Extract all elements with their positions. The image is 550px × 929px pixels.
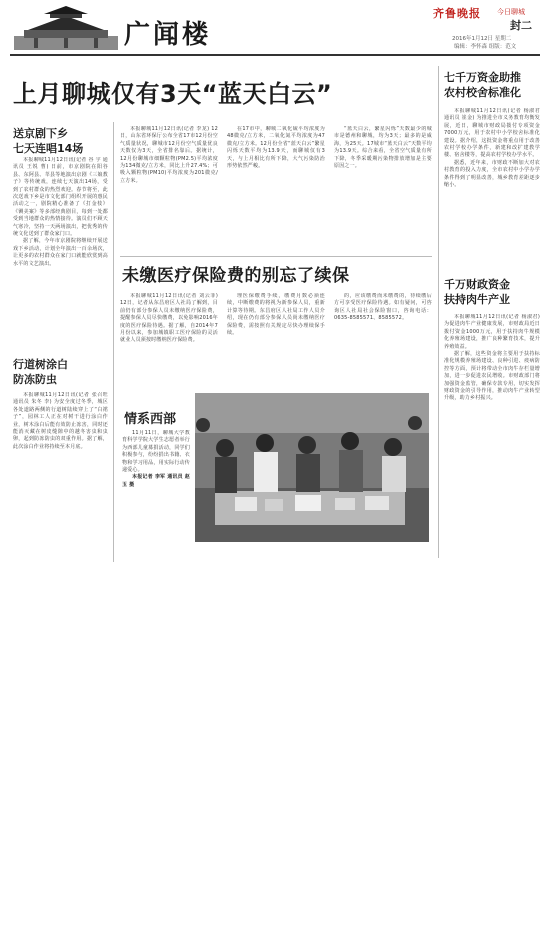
center-top-col2 <box>227 126 325 256</box>
right-article2-para2: 据了解，这些资金将主要用于扶持标准化规模养殖场建设、良种引进、疫病防控等方面，预计将带动全市肉牛存栏量增加，进一步促进农民增收。市财政部门将加强资金监管，确保专款专用，切实发挥财政资金的引导作用，推动肉牛产业转型升级，助力乡村振兴。 <box>444 351 540 402</box>
center-mid-col2-text: 理医保缴费手续，缴费月数必须连续，中断缴费的将视为新参保人员，重新计算等待期。东昌府区人社局工作人员介绍，现在仍有部分参保人员尚未缴纳医疗保险费，需按照有关规定尽快办理续保手续。 <box>227 293 325 337</box>
left-article2-title-line1: 行道树涂白 <box>13 358 68 371</box>
left-article1-para1: 本报聊城11月12日讯(记者 谷 宇 通讯员 王锐 曹) 日前，市京剧院在阳谷县、东阿县、莘县等地演出京剧《三娘教子》等传统戏，连续七天演出14场，受到了农村群众的热烈欢迎。春节将至，此次送戏下乡是市文化部门组织开展的惠民活动之一，剧院精心准备了《打金枝》《铡美案》等多部经典剧目，每到一处都受到当地群众的热情接待。演员们不顾天气寒冷，坚持一天两场演出，把优秀的传统文化送到了群众家门口。 <box>13 157 108 238</box>
left-article1-title <box>13 126 83 156</box>
issue-date: 2016年1月12日 星期二 <box>452 36 512 42</box>
editors-line: 编辑：李怀森 组版：范文 <box>454 44 517 50</box>
left-article2-para1: 本报聊城11月12日讯(记者 张召旺 通讯员 朱冬 李) 为安全度过冬季，城区各处道路两侧的行道树陆续穿上了“白裙子”，园林工人正在对树干进行涂白作业，树木涂白后能有效防止冻害，同时还能消灭藏在树皮缝隙中的越冬害虫和虫卵，起到防冻防虫的双重作用。据了解，此次涂白作业将持续至本月底。 <box>13 392 108 450</box>
pagoda-logo-icon <box>14 6 118 50</box>
right-article2-title-line1: 千万财政资金 <box>444 278 510 291</box>
section-divider <box>120 256 432 257</box>
center-mid-col1-text: 本报聊城11月12日讯(记者 刘云菲) 12日，记者从东昌府区人社局了解到，目前仍有部分参保人员未缴纳医疗保险费，提醒参保人员尽快缴费，以免影响2016年度的医疗保险待遇。据了解，自2014年7月份以来，参加城镇职工医疗保险的灵活就业人员须按时缴纳医疗保险费。 <box>120 293 218 344</box>
right-article1-body <box>444 108 540 273</box>
center-mid-col2 <box>227 293 325 390</box>
photo-story-body <box>122 430 190 540</box>
center-mid-col3 <box>334 293 432 390</box>
center-top-col1 <box>120 126 218 256</box>
right-article2-title-line2: 扶持肉牛产业 <box>444 293 510 306</box>
center-mid-col3-text: 的，应该缴费而未缴费的，待续缴后方可享受医疗保险待遇。如有疑问，可咨询区人社局社会保险窗口，咨询电话：0635-8585571、8585572。 <box>334 293 432 322</box>
left-article2-title <box>13 357 68 387</box>
paper-name: 齐鲁晚报 <box>433 7 481 20</box>
masthead-rule <box>10 54 540 56</box>
left-article1-body <box>13 157 108 349</box>
right-article1-title <box>444 70 521 100</box>
left-article2-title-line2: 防冻防虫 <box>13 373 57 386</box>
right-article1-title-line2: 农村校舍标准化 <box>444 86 521 99</box>
left-article1-title-line1: 送京剧下乡 <box>13 127 68 140</box>
volunteers-photo <box>195 393 429 542</box>
right-article1-para2: 据悉，近年来，市财政不断加大对农村教育的投入力度，全市农村中小学办学条件得到了明显改善，城乡教育差距逐步缩小。 <box>444 159 540 189</box>
right-article1-para1: 本报聊城11月12日讯(记者 杨淑君 通讯员 崔金) 为推进全市义务教育均衡发展，近日，聊城市财政局拨付专项资金7000万元，用于农村中小学校舍标准化建设。据介绍，这批资金将重点用于改善农村学校办学条件，新建和改扩建教学楼、宿舍楼等，提高农村学校办学水平。 <box>444 108 540 159</box>
right-article1-title-line1: 七千万资金助推 <box>444 71 521 84</box>
left-article1-para2: 据了解，今年市京剧院将继续开展送戏下乡活动，计划全年演出一百余场次，让更多的农村群众在家门口就能欣赏到高水平的文艺演出。 <box>13 238 108 267</box>
column-divider-right <box>438 66 439 558</box>
paper-sub: 今日聊城 <box>497 8 525 16</box>
column-divider-left <box>113 122 114 562</box>
right-article2-para1: 本报聊城11月12日讯(记者 杨淑君) 为促进肉牛产业健康发展，市财政局近日拨付资金1000万元，用于扶持肉牛规模化养殖场建设，推广良种繁育技术，提升养殖效益。 <box>444 314 540 350</box>
left-article1-title-line2: 七天连唱14场 <box>13 142 84 155</box>
center-top-col3-text: “蓝天白云，繁星闪烁”天数最少的城市是德州和聊城，均为3天；最多的是威海，为25天。17城市“蓝天白云”天数平均为13.9天。综合来看，全省空气质量有所下降，冬季采暖期污染物排放增加是主要原因之一。 <box>334 126 432 170</box>
center-top-col3 <box>334 126 432 256</box>
insurance-headline: 未缴医疗保险费的别忘了续保 <box>122 266 350 286</box>
photo-story-title: 情系西部 <box>124 412 177 427</box>
right-article2-body <box>444 314 540 558</box>
center-mid-col1 <box>120 293 218 390</box>
section-title: 广闻楼 <box>124 20 212 50</box>
photo-story-text: 11月11日，聊城大学教育科学学院大学生志愿者举行为西部儿童募捐活动，同学们积极参与，纷纷捐出书籍、衣物和学习用品，用实际行动传递爱心。 <box>122 430 190 474</box>
right-article2-title <box>444 277 510 307</box>
masthead <box>0 0 550 56</box>
main-headline: 上月聊城仅有3天“蓝天白云” <box>13 80 333 108</box>
photo-credit: 本报记者 李军 通讯员 赵玉 摄 <box>122 474 190 488</box>
center-top-col2-text: 在17市中，聊城二氧化硫平均浓度为48微克/立方米，二氧化氮平均浓度为47微克/立方米。12月份全省“蓝天白云”繁星闪烁天数平均为13.9天，而聊城仅有3天，与上月相比有所下降，大气污染防治形势依然严峻。 <box>227 126 325 170</box>
volunteers-photo-image <box>195 393 429 542</box>
left-article2-body <box>13 392 108 558</box>
page-label: 封二 <box>510 19 532 32</box>
center-top-col1-text: 本报聊城11月12日讯(记者 李龙) 12日，山东省环保厅公布全省17市12月份空气质量状况，聊城市12月份空气质量优良天数仅为3天，全省排名靠后。据统计，12月份聊城市细颗粒物(PM2.5)平均浓度为134微克/立方米，同比上升27.4%；可吸入颗粒物(PM10)平均浓度为201微克/立方米。 <box>120 126 218 184</box>
